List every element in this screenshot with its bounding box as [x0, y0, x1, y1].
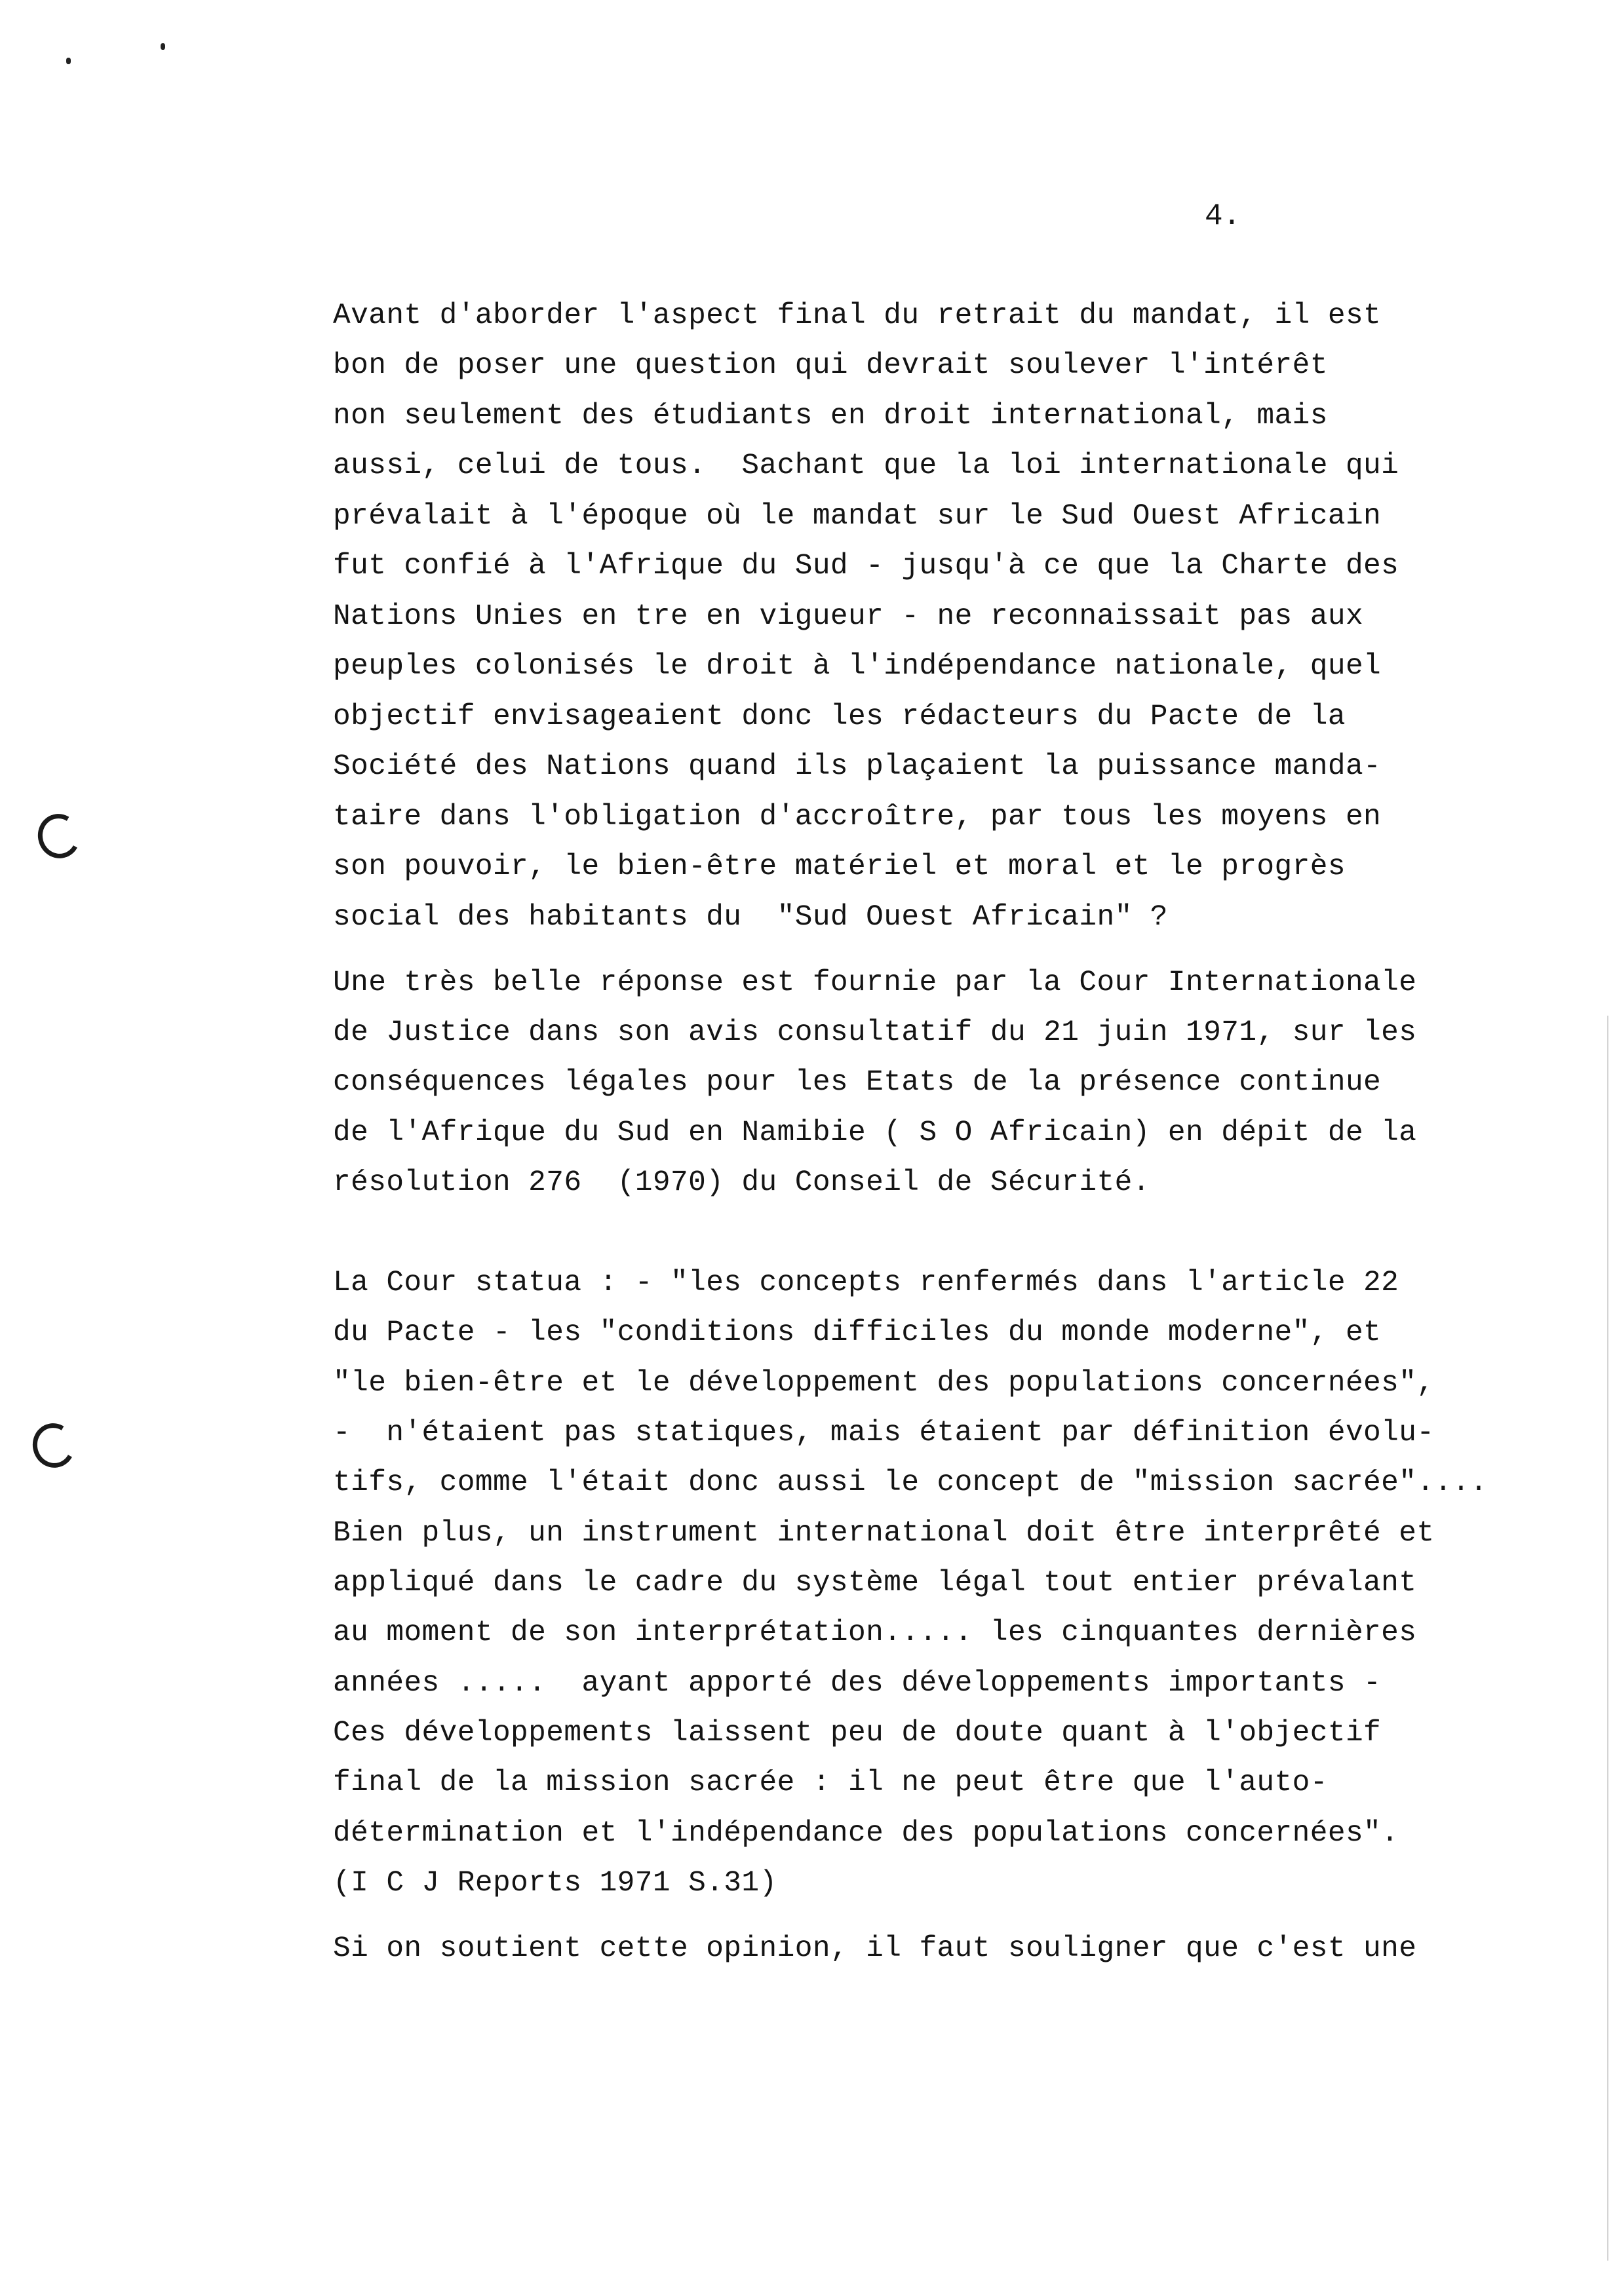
punch-hole-lower	[28, 1419, 79, 1472]
text-line: Société des Nations quand ils plaçaient la puissance manda-	[333, 750, 1382, 783]
text-line: de l'Afrique du Sud en Namibie ( S O Africain) en dépit de la	[333, 1117, 1417, 1149]
text-line: peuples colonisés le droit à l'indépendance nationale, quel	[333, 650, 1382, 683]
text-line: fut confié à l'Afrique du Sud - jusqu'à ce que la Charte des	[333, 550, 1399, 583]
text-line: son pouvoir, le bien-être matériel et moral et le progrès	[333, 851, 1346, 883]
punch-hole-upper	[33, 809, 85, 863]
text-line: résolution 276 (1970) du Conseil de Sécurité.	[333, 1166, 1150, 1199]
text-line: appliqué dans le cadre du système légal tout entier prévalant	[333, 1567, 1417, 1599]
text-line: Si on soutient cette opinion, il faut souligner que c'est une	[333, 1932, 1417, 1965]
scan-speck	[161, 43, 165, 50]
text-line: Une très belle réponse est fournie par la Cour Internationale	[333, 966, 1417, 999]
text-line: Ces développements laissent peu de doute quant à l'objectif	[333, 1717, 1382, 1750]
scan-edge-line	[1607, 1016, 1608, 2261]
text-line: au moment de son interprétation..... les cinquantes dernières	[333, 1617, 1417, 1649]
text-line: du Pacte - les "conditions difficiles du monde moderne", et	[333, 1316, 1382, 1349]
citation-line: (I C J Reports 1971 S.31)	[333, 1867, 777, 1900]
text-line: conséquences légales pour les Etats de la présence continue	[333, 1066, 1382, 1099]
text-line: détermination et l'indépendance des populations concernées".	[333, 1817, 1399, 1850]
text-line: "le bien-être et le développement des populations concernées",	[333, 1367, 1435, 1400]
text-line: bon de poser une question qui devrait soulever l'intérêt	[333, 349, 1328, 382]
text-line: social des habitants du "Sud Ouest Africain" ?	[333, 901, 1168, 934]
text-line: - n'étaient pas statiques, mais étaient par définition évolu-	[333, 1417, 1435, 1449]
text-line: de Justice dans son avis consultatif du 21 juin 1971, sur les	[333, 1016, 1417, 1049]
text-line: aussi, celui de tous. Sachant que la loi internationale qui	[333, 450, 1399, 482]
text-line: tifs, comme l'était donc aussi le concept de "mission sacrée"....	[333, 1466, 1488, 1499]
text-line: La Cour statua : - "les concepts renfermés dans l'article 22	[333, 1267, 1399, 1299]
text-line: prévalait à l'époque où le mandat sur le Sud Ouest Africain	[333, 500, 1382, 533]
text-line: Bien plus, un instrument international doit être interprêté et	[333, 1517, 1435, 1550]
text-line: objectif envisageaient donc les rédacteurs du Pacte de la	[333, 700, 1346, 733]
text-line: taire dans l'obligation d'accroître, par tous les moyens en	[333, 801, 1382, 833]
page-number: 4.	[1205, 199, 1241, 233]
scan-speck	[66, 58, 71, 64]
text-line: Avant d'aborder l'aspect final du retrait du mandat, il est	[333, 299, 1382, 332]
text-line: Nations Unies en tre en vigueur - ne reconnaissait pas aux	[333, 600, 1364, 633]
text-line: années ..... ayant apporté des développements importants -	[333, 1667, 1382, 1700]
text-line: final de la mission sacrée : il ne peut être que l'auto-	[333, 1767, 1328, 1799]
text-line: non seulement des étudiants en droit international, mais	[333, 400, 1328, 432]
